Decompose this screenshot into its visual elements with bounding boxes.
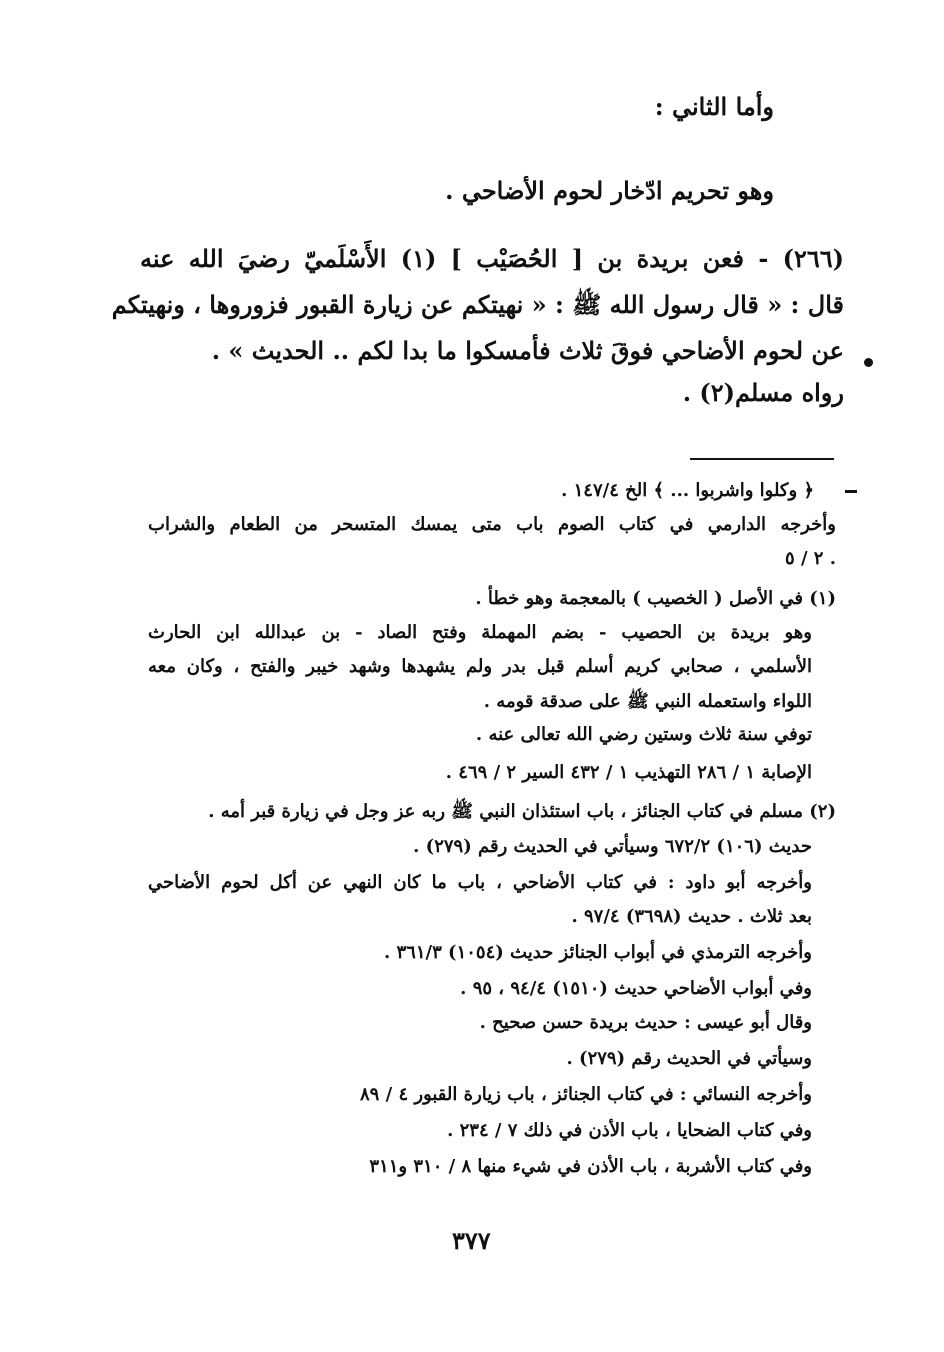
footnote-line: الإصابة ١ / ٢٨٦ التهذيب ١ / ٤٣٢ السير ٢ / ٤٦٩ . xyxy=(445,762,812,783)
margin-dot xyxy=(864,358,873,367)
footnote-separator xyxy=(690,458,834,460)
footnote-line: وقال أبو عيسى : حديث بريدة حسن صحيح . xyxy=(479,1012,812,1033)
footnote-line: وسيأتي في الحديث رقم (٢٧٩) . xyxy=(566,1048,812,1069)
footnote-line: وفي كتاب الضحايا ، باب الأذن في ذلك ٧ / ٢٣٤ . xyxy=(447,1120,812,1141)
hadith-line-1: (٢٦٦) - فعن بريدة بن [ الحُصَيْب ] (١) الأَسْلَميّ رضيَ الله عنه xyxy=(140,244,844,273)
footnote-line: وفي كتاب الأشربة ، باب الأذن في شيء منها ٨ / ٣١٠ و٣١١ xyxy=(369,1156,812,1177)
footnote-line: (٢) مسلم في كتاب الجنائز ، باب استئذان النبي ﷺ ربه عز وجل في زيارة قبر أمه . xyxy=(208,801,836,822)
footnote-line: بعد ثلاث . حديث (٣٦٩٨) ٩٧/٤ . xyxy=(571,906,812,927)
hadith-line-4: رواه مسلم(٢) . xyxy=(682,378,844,407)
footnote-line: ﴿ وكلوا واشربوا ... ﴾ الخ ١٤٧/٤ . xyxy=(561,480,814,501)
footnote-line: وأخرجه الترمذي في أبواب الجنائز حديث (١٠٥٤) ٣٦١/٣ . xyxy=(383,942,812,963)
section-heading: وأما الثاني : xyxy=(654,92,774,121)
footnote-line: (١) في الأصل ( الخصيب ) بالمعجمة وهو خطأ . xyxy=(475,588,836,609)
footnote-line: حديث (١٠٦) ٦٧٢/٢ وسيأتي في الحديث رقم (٢٧٩) . xyxy=(413,836,812,857)
section-subheading: وهو تحريم ادّخار لحوم الأضاحي . xyxy=(445,176,774,205)
page-number: ٣٧٧ xyxy=(452,1226,491,1255)
hadith-line-3: عن لحوم الأضاحي فوقَ ثلاث فأمسكوا ما بدا لكم .. الحديث » . xyxy=(211,336,844,365)
footnote-line: وأخرجه أبو داود : في كتاب الأضاحي ، باب ما كان النهي عن أكل لحوم الأضاحي xyxy=(148,872,812,893)
continuation-mark xyxy=(845,490,857,493)
footnote-line: وأخرجه النسائي : في كتاب الجنائز ، باب زيارة القبور ٤ / ٨٩ xyxy=(359,1084,812,1105)
footnote-line: توفي سنة ثلاث وستين رضي الله تعالى عنه . xyxy=(475,724,812,745)
footnote-line: الأسلمي ، صحابي كريم أسلم قبل بدر ولم يشهدها وشهد خيبر والفتح ، وكان معه xyxy=(148,656,812,677)
footnote-line: وفي أبواب الأضاحي حديث (١٥١٠) ٩٤/٤ ، ٩٥ . xyxy=(460,978,812,999)
footnote-line: اللواء واستعمله النبي ﷺ على صدقة قومه . xyxy=(483,691,812,712)
footnote-line: وأخرجه الدارمي في كتاب الصوم باب متى يمسك المتسحر من الطعام والشراب xyxy=(148,514,836,535)
footnote-line: وهو بريدة بن الحصيب - بضم المهملة وفتح الصاد - بن عبدالله ابن الحارث xyxy=(148,622,812,643)
footnote-line: ٢ / ٥ . xyxy=(785,548,836,569)
hadith-line-2: قال : « قال رسول الله ﷺ : « نهيتكم عن زيارة القبور فزوروها ، ونهيتكم xyxy=(111,290,844,319)
